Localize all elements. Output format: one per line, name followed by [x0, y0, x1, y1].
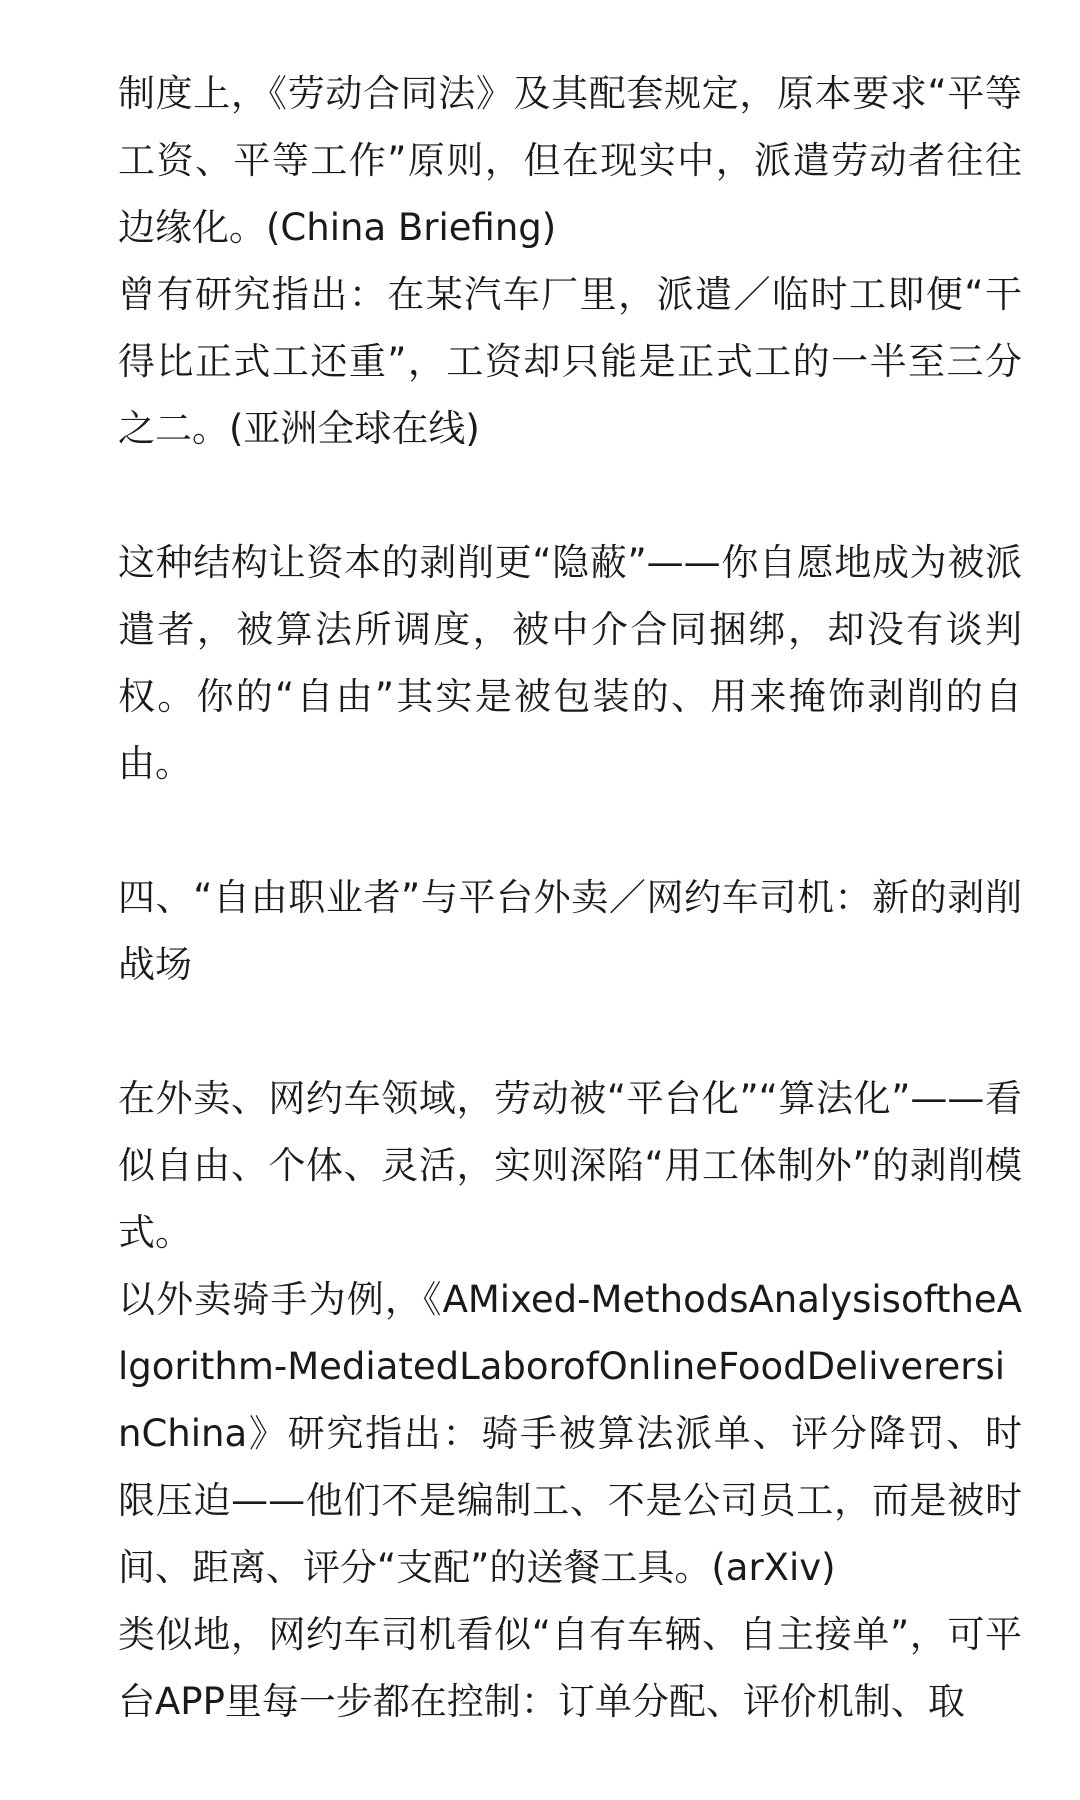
paragraph-platform-labor: 在外卖、网约车领域，劳动被“平台化”“算法化”——看似自由、个体、灵活，实则深陷“用工体制外”的剥削模式。: [118, 1077, 1022, 1254]
article-body: [118, 60, 1022, 1735]
paragraph-hidden-exploitation: 这种结构让资本的剥削更“隐蔽”——你自愿地成为被派遣者，被算法所调度，被中介合同捆绑，却没有谈判权。你的“自由”其实是被包装的、用来掩饰剥削的自由。: [118, 541, 1022, 785]
paragraph-delivery-rider-study: 以外卖骑手为例，《AMixed-MethodsAnalysisoftheAlgorithm-MediatedLaborofOnlineFoodDeliverersinChina》研究指出：骑手被算法派单、评分降罚、时限压迫——他们不是编制工、不是公司员工，而是被时间、距离、评分“支配”的送餐工具。(arXiv): [118, 1278, 1022, 1589]
paragraph-spacer: [118, 462, 1022, 529]
paragraph-ride-hailing-drivers: 类似地，网约车司机看似“自有车辆、自主接单”，可平台APP里每一步都在控制：订单分配、评价机制、取: [118, 1613, 1022, 1723]
paragraph-auto-factory-study: 曾有研究指出：在某汽车厂里，派遣／临时工即便“干得比正式工还重”，工资却只能是正式工的一半至三分之二。(亚洲全球在线): [118, 273, 1022, 450]
paragraph-spacer: [118, 998, 1022, 1065]
paragraph-spacer: [118, 797, 1022, 864]
paragraph-labor-contract-law: 制度上，《劳动合同法》及其配套规定，原本要求“平等工资、平等工作”原则，但在现实中，派遣劳动者往往边缘化。(China Briefing): [118, 72, 1022, 249]
section-heading: 四、“自由职业者”与平台外卖／网约车司机：新的剥削战场: [118, 876, 1022, 986]
